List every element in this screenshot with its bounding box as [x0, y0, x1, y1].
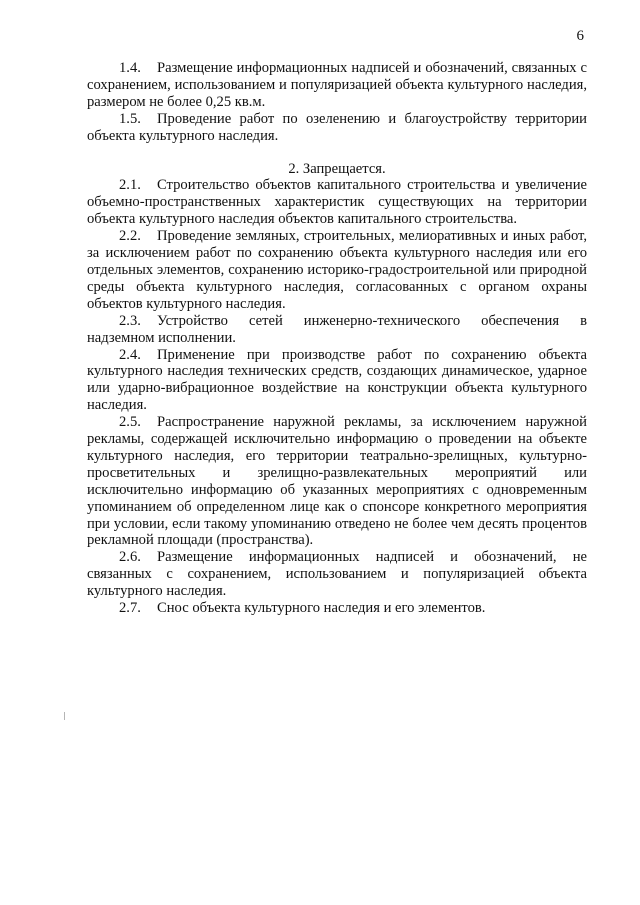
clause-text: Размещение информационных надписей и обозначений, не связанных с сохранением, использованием и популяризацией объекта культурного наследия.	[87, 549, 587, 600]
clause-2-7	[87, 600, 587, 617]
clause-text: Строительство объектов капитального строительства и увеличение объемно-пространственных характеристик существующих на территории объекта культурного наследия объектов капитального строительства.	[87, 177, 587, 228]
section-heading: 2. Запрещается.	[288, 160, 386, 177]
scan-margin-mark	[64, 712, 65, 720]
clause-2-2	[87, 228, 587, 313]
document-body	[87, 60, 587, 617]
clause-text: Проведение земляных, строительных, мелиоративных и иных работ, за исключением работ по сохранению объекта культурного наследия или его отдельных элементов, сохранению историко-градостроительной или природной среды объекта культурного наследия, согласованных с органом охраны объектов культурного наследия.	[87, 228, 587, 312]
clause-number: 2.6.	[119, 549, 141, 566]
clause-text: Размещение информационных надписей и обозначений, связанных с сохранением, использованием и популяризацией объекта культурного наследия, размером не более 0,25 кв.м.	[87, 60, 587, 110]
clause-number: 2.1.	[119, 177, 141, 194]
clause-number: 2.4.	[119, 346, 141, 363]
clause-2-3	[87, 313, 587, 347]
clause-number: 1.4.	[119, 60, 141, 76]
clause-text: Проведение работ по озеленению и благоустройству территории объекта культурного наследия.	[87, 110, 587, 144]
clause-number: 2.5.	[119, 414, 141, 431]
clause-2-5	[87, 414, 587, 549]
clause-1-5	[87, 111, 587, 145]
clause-text: Применение при производстве работ по сохранению объекта культурного наследия технических средств, создающих динамическое, ударное или ударно-вибрационное воздействие на конструкции объекта культурного наследия.	[87, 346, 587, 414]
clause-number: 2.7.	[119, 600, 141, 617]
page-number: 6	[576, 28, 584, 44]
clause-number: 2.2.	[119, 228, 141, 245]
clause-2-6	[87, 549, 587, 600]
clause-text: Снос объекта культурного наследия и его элементов.	[157, 600, 486, 617]
clause-number: 1.5.	[119, 110, 141, 127]
clause-2-1	[87, 177, 587, 228]
clause-text: Распространение наружной рекламы, за исключением наружной рекламы, содержащей исключительно информацию о проведении на объекте культурного наследия, его территории театрально-зрелищных, культурно-просветительных и зрелищно-развлекательных мероприятий или исключительно информацию об указанных мероприятиях с одновременным упоминанием об определенном лице как о спонсоре конкретного мероприятия при условии, если такому упоминанию отведено не более чем десять процентов рекламной площади (пространства).	[87, 414, 587, 549]
clause-2-4	[87, 347, 587, 415]
clause-number: 2.3.	[119, 312, 141, 329]
clause-1-4	[87, 60, 587, 111]
clause-text: Устройство сетей инженерно-технического обеспечения в надземном исполнении.	[87, 312, 587, 346]
